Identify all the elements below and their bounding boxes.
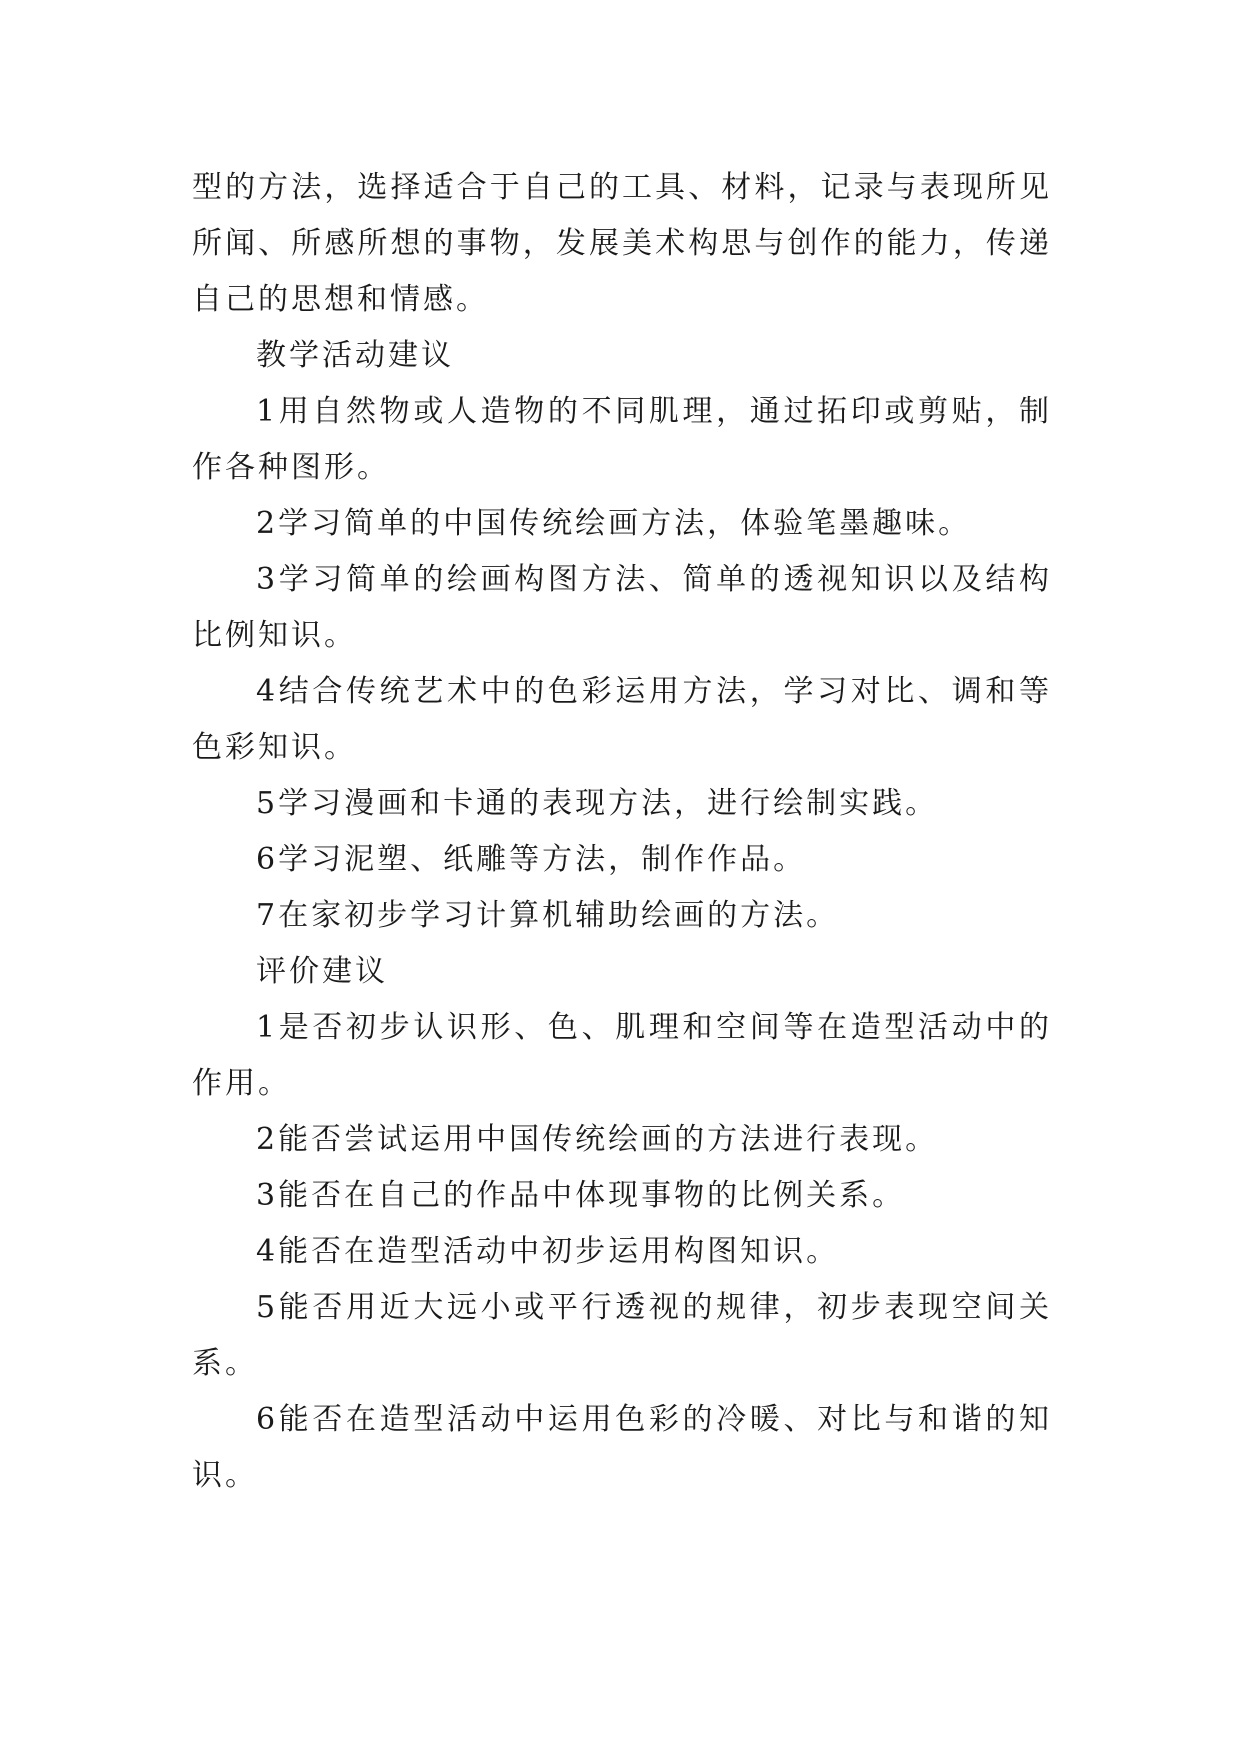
section-heading-evaluation: 评价建议 — [256, 954, 388, 989]
activity-item-3: 3学习简单的绘画构图方法、简单的透视知识以及结构比例知识。 — [192, 562, 1052, 653]
activity-item-1: 1用自然物或人造物的不同肌理，通过拓印或剪贴，制作各种图形。 — [192, 394, 1052, 485]
activity-item-4: 4结合传统艺术中的色彩运用方法，学习对比、调和等色彩知识。 — [192, 674, 1052, 765]
activity-item-5: 5学习漫画和卡通的表现方法，进行绘制实践。 — [256, 786, 939, 821]
document-body — [192, 160, 1052, 1504]
section-heading-teaching-activities: 教学活动建议 — [256, 338, 454, 373]
evaluation-item-6: 6能否在造型活动中运用色彩的冷暖、对比与和谐的知识。 — [192, 1402, 1052, 1493]
evaluation-item-5: 5能否用近大远小或平行透视的规律，初步表现空间关系。 — [192, 1290, 1052, 1381]
activity-item-6: 6学习泥塑、纸雕等方法，制作作品。 — [256, 842, 807, 877]
evaluation-item-3: 3能否在自己的作品中体现事物的比例关系。 — [256, 1178, 906, 1213]
evaluation-item-1: 1是否初步认识形、色、肌理和空间等在造型活动中的作用。 — [192, 1010, 1052, 1101]
evaluation-item-2: 2能否尝试运用中国传统绘画的方法进行表现。 — [256, 1122, 939, 1157]
paragraph-continuation: 型的方法，选择适合于自己的工具、材料，记录与表现所见所闻、所感所想的事物，发展美术构思与创作的能力，传递自己的思想和情感。 — [192, 170, 1052, 317]
evaluation-item-4: 4能否在造型活动中初步运用构图知识。 — [256, 1234, 840, 1269]
activity-item-7: 7在家初步学习计算机辅助绘画的方法。 — [256, 898, 840, 933]
activity-item-2: 2学习简单的中国传统绘画方法，体验笔墨趣味。 — [256, 506, 972, 541]
